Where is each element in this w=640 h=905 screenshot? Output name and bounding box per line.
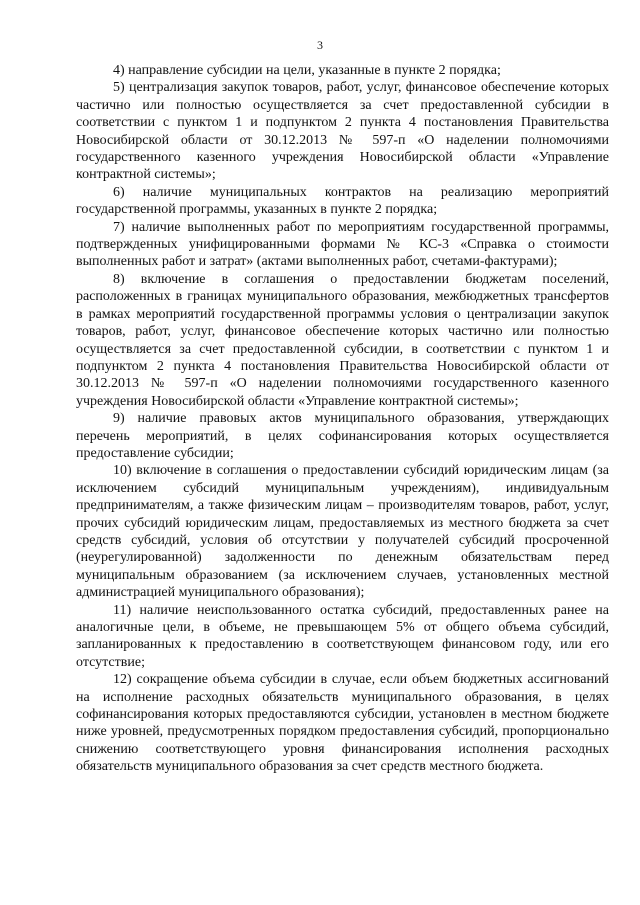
page-number: 3 — [317, 38, 323, 52]
paragraph-item-9: 9) наличие правовых актов муниципального образования, утверждающих перечень мероприятий, в целях софинансирования которых осуществляется предоставление субсидии; — [76, 411, 609, 461]
paragraph-item-6: 6) наличие муниципальных контрактов на реализацию мероприятий государственной программы, указанных в пункте 2 порядка; — [76, 184, 609, 218]
paragraph-item-4: 4) направление субсидии на цели, указанные в пункте 2 порядка; — [113, 63, 501, 78]
paragraph-item-12: 12) сокращение объема субсидии в случае, если объем бюджетных ассигнований на исполнение расходных обязательств муниципального образования, в целях софинансирования которых предоставляются субсидии, установлен в местном бюджете ниже уровней, предусмотренных порядком предоставления субсидий, пропорционально снижению соответствующего уровня финансирования исполнения расходных обязательств муниципального образования за счет средств местного бюджета. — [76, 672, 609, 775]
paragraph-item-7: 7) наличие выполненных работ по мероприятиям государственной программы, подтвержденных унифицированными формами № КС-3 «Справка о стоимости выполненных работ и затрат» (актами выполненных работ, счетами-фактурами); — [76, 219, 609, 270]
paragraph-item-10: 10) включение в соглашения о предоставлении субсидий юридическим лицам (за исключением субсидий муниципальным учреждениям), индивидуальным предпринимателям, а также физическим лицам – производителям товаров, работ, услуг, прочих субсидий юридическим лицам, предоставляемых из местного бюджета за счет средств субсидий, условия об отсутствии у получателей субсидий просроченной (неурегулированной) задолженности по денежным обязательствам перед муниципальным образованием (за исключением случаев, установленных местной администрацией муниципального образования); — [76, 463, 609, 601]
paragraph-item-8: 8) включение в соглашения о предоставлении бюджетам поселений, расположенных в границах муниципального образования, межбюджетных трансфертов в рамках мероприятий государственной программы условия о централизации закупок товаров, работ, услуг, финансовое обеспечение которых частично или полностью осуществляется за счет предоставленной субсидии, в соответствии с пунктом 1 и подпунктом 2 пункта 4 постановления Правительства Новосибирской области от 30.12.2013 № 597-п «О наделении полномочиями государственного казенного учреждения Новосибирской области «Управление контрактной системы»; — [76, 271, 609, 409]
document-body — [76, 62, 609, 776]
paragraph-item-5: 5) централизация закупок товаров, работ, услуг, финансовое обеспечение которых частично или полностью осуществляется за счет предоставленной субсидии в соответствии с пунктом 1 и подпунктом 2 пункта 4 постановления Правительства Новосибирской области от 30.12.2013 № 597-п «О наделении полномочиями государственного казенного учреждения Новосибирской области «Управление контрактной системы»; — [76, 80, 609, 183]
paragraph-item-11: 11) наличие неиспользованного остатка субсидий, предоставленных ранее на аналогичные цели, в объеме, не превышающем 5% от общего объема субсидий, запланированных к предоставлению в соответствующем финансовом году, или его отсутствие; — [76, 602, 609, 670]
